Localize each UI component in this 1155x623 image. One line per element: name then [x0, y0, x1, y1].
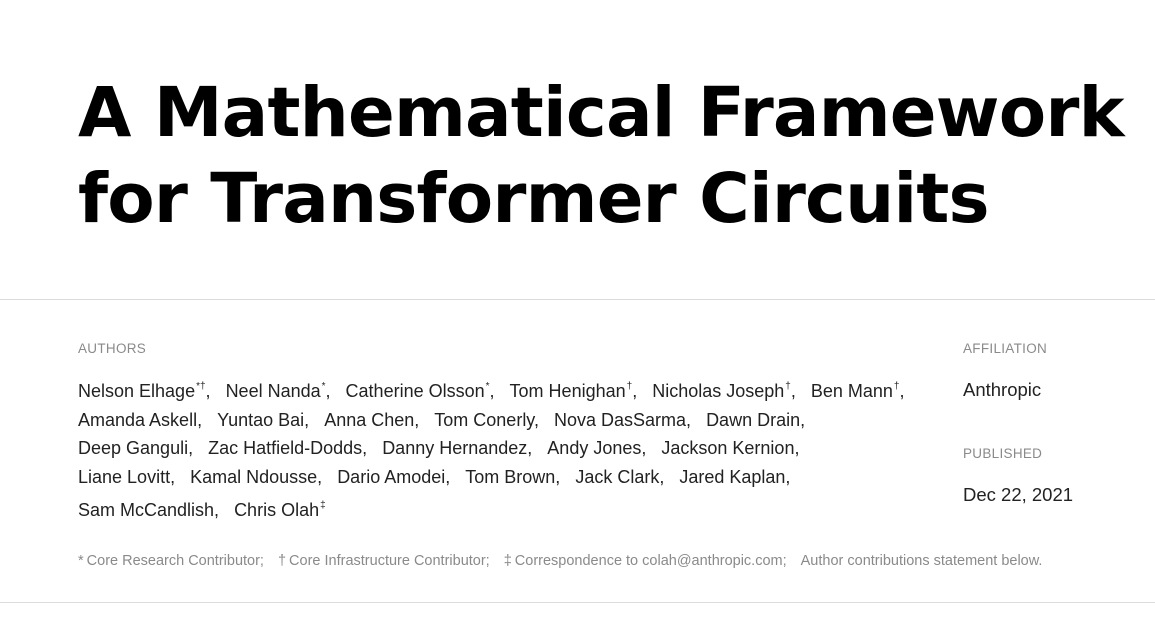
author-name[interactable]: Nicholas Joseph†,: [652, 381, 796, 401]
author-name-text: Dario Amodei: [337, 467, 446, 488]
author-name[interactable]: Anna Chen,: [324, 409, 420, 430]
author-name-text: Tom Conerly: [434, 409, 534, 430]
author-list: [78, 373, 938, 525]
author-name-text: Anna Chen: [324, 409, 415, 430]
author-name[interactable]: Kamal Ndousse,: [190, 467, 323, 488]
author-name[interactable]: Liane Lovitt,: [78, 467, 176, 488]
author-name-text: Yuntao Bai: [217, 409, 305, 430]
author-name[interactable]: Nelson Elhage*†,: [78, 381, 211, 401]
author-name[interactable]: Zac Hatfield-Dodds,: [208, 438, 368, 459]
author-name-text: Neel Nanda: [225, 381, 321, 401]
author-name-text: Jackson Kernion: [661, 438, 795, 459]
author-row: [78, 406, 938, 435]
author-name-text: Catherine Olsson: [345, 381, 485, 401]
author-footnote-mark: *: [485, 381, 490, 392]
published-date: Dec 22, 2021: [963, 484, 1074, 505]
author-name[interactable]: Jackson Kernion,: [661, 438, 800, 459]
author-name-text: Danny Hernandez: [382, 438, 528, 459]
footnote-mark: ‡: [503, 553, 512, 569]
author-footnote-mark: †: [785, 381, 791, 392]
author-name-text: Amanda Askell: [78, 409, 198, 430]
footnote-text: Core Infrastructure Contributor;: [289, 553, 490, 569]
author-name[interactable]: Tom Brown,: [465, 467, 561, 488]
footnote-item[interactable]: [504, 553, 787, 569]
author-name[interactable]: Tom Henighan†,: [509, 381, 638, 401]
author-footnote-mark: *†: [196, 381, 206, 392]
title-line-1: A Mathematical Framework: [78, 73, 1124, 153]
affiliation-label: AFFILIATION: [963, 341, 1048, 356]
author-name-text: Kamal Ndousse: [190, 467, 318, 488]
author-row: [78, 463, 938, 492]
author-name-text: Jack Clark: [575, 467, 660, 488]
author-name-text: Deep Ganguli: [78, 438, 189, 459]
published-label: PUBLISHED: [963, 446, 1043, 461]
author-name[interactable]: Neel Nanda*,: [225, 381, 331, 401]
author-name-text: Nelson Elhage: [78, 381, 196, 401]
author-name[interactable]: Andy Jones,: [547, 438, 647, 459]
author-name[interactable]: [234, 500, 326, 520]
author-row: [78, 492, 938, 525]
author-name[interactable]: Sam McCandlish,: [78, 499, 220, 520]
footnote-mark: †: [277, 553, 287, 569]
author-name-text: Sam McCandlish: [78, 499, 215, 520]
author-footnote-mark: *: [321, 381, 326, 392]
affiliation-value[interactable]: Anthropic: [963, 379, 1042, 400]
author-name[interactable]: Catherine Olsson*,: [345, 381, 495, 401]
footnote-item: [78, 553, 264, 569]
footnote-item: [278, 553, 490, 569]
author-row: [78, 373, 938, 406]
author-name[interactable]: Dario Amodei,: [337, 467, 451, 488]
author-name-text: Jared Kaplan: [679, 467, 786, 488]
author-name[interactable]: Ben Mann†,: [810, 381, 905, 401]
author-name[interactable]: Tom Conerly,: [434, 409, 539, 430]
author-name-text: Tom Henighan: [509, 381, 626, 401]
author-name[interactable]: Dawn Drain,: [706, 409, 806, 430]
author-name-text: Nicholas Joseph: [652, 381, 785, 401]
footnote-item: [801, 553, 1043, 569]
footnote-mark: *: [78, 553, 84, 569]
author-name-text: Nova DasSarma: [554, 409, 687, 430]
author-name[interactable]: Nova DasSarma,: [554, 409, 692, 430]
paper-title: [78, 70, 1138, 242]
author-footnote-mark: †: [626, 381, 633, 392]
title-line-2: for Transformer Circuits: [78, 159, 989, 239]
author-name-text: Chris Olah: [234, 499, 320, 520]
author-name-text: Tom Brown: [465, 467, 556, 488]
bottom-divider: [0, 602, 1155, 603]
author-name[interactable]: Deep Ganguli,: [78, 438, 194, 459]
author-name-text: Ben Mann: [810, 381, 893, 401]
author-name[interactable]: Yuntao Bai,: [217, 409, 310, 430]
author-name-text: Liane Lovitt: [78, 467, 171, 488]
author-name[interactable]: Jared Kaplan,: [679, 467, 791, 488]
author-row: [78, 434, 938, 463]
author-name-text: Dawn Drain: [706, 409, 801, 430]
top-divider: [0, 299, 1155, 300]
author-footnote-mark: ‡: [320, 499, 326, 511]
footnote-text: Core Research Contributor;: [86, 553, 264, 569]
author-name[interactable]: Danny Hernandez,: [382, 438, 533, 459]
footnote-text: Author contributions statement below.: [800, 553, 1043, 569]
author-name[interactable]: Jack Clark,: [575, 467, 665, 488]
author-name[interactable]: Amanda Askell,: [78, 409, 203, 430]
footnote-text: Correspondence to colah@anthropic.com;: [514, 553, 787, 569]
author-name-text: Andy Jones: [547, 438, 642, 459]
footnotes: [78, 553, 1148, 569]
author-footnote-mark: †: [893, 381, 900, 392]
authors-label: AUTHORS: [78, 341, 147, 356]
author-name-text: Zac Hatfield-Dodds: [208, 438, 363, 459]
